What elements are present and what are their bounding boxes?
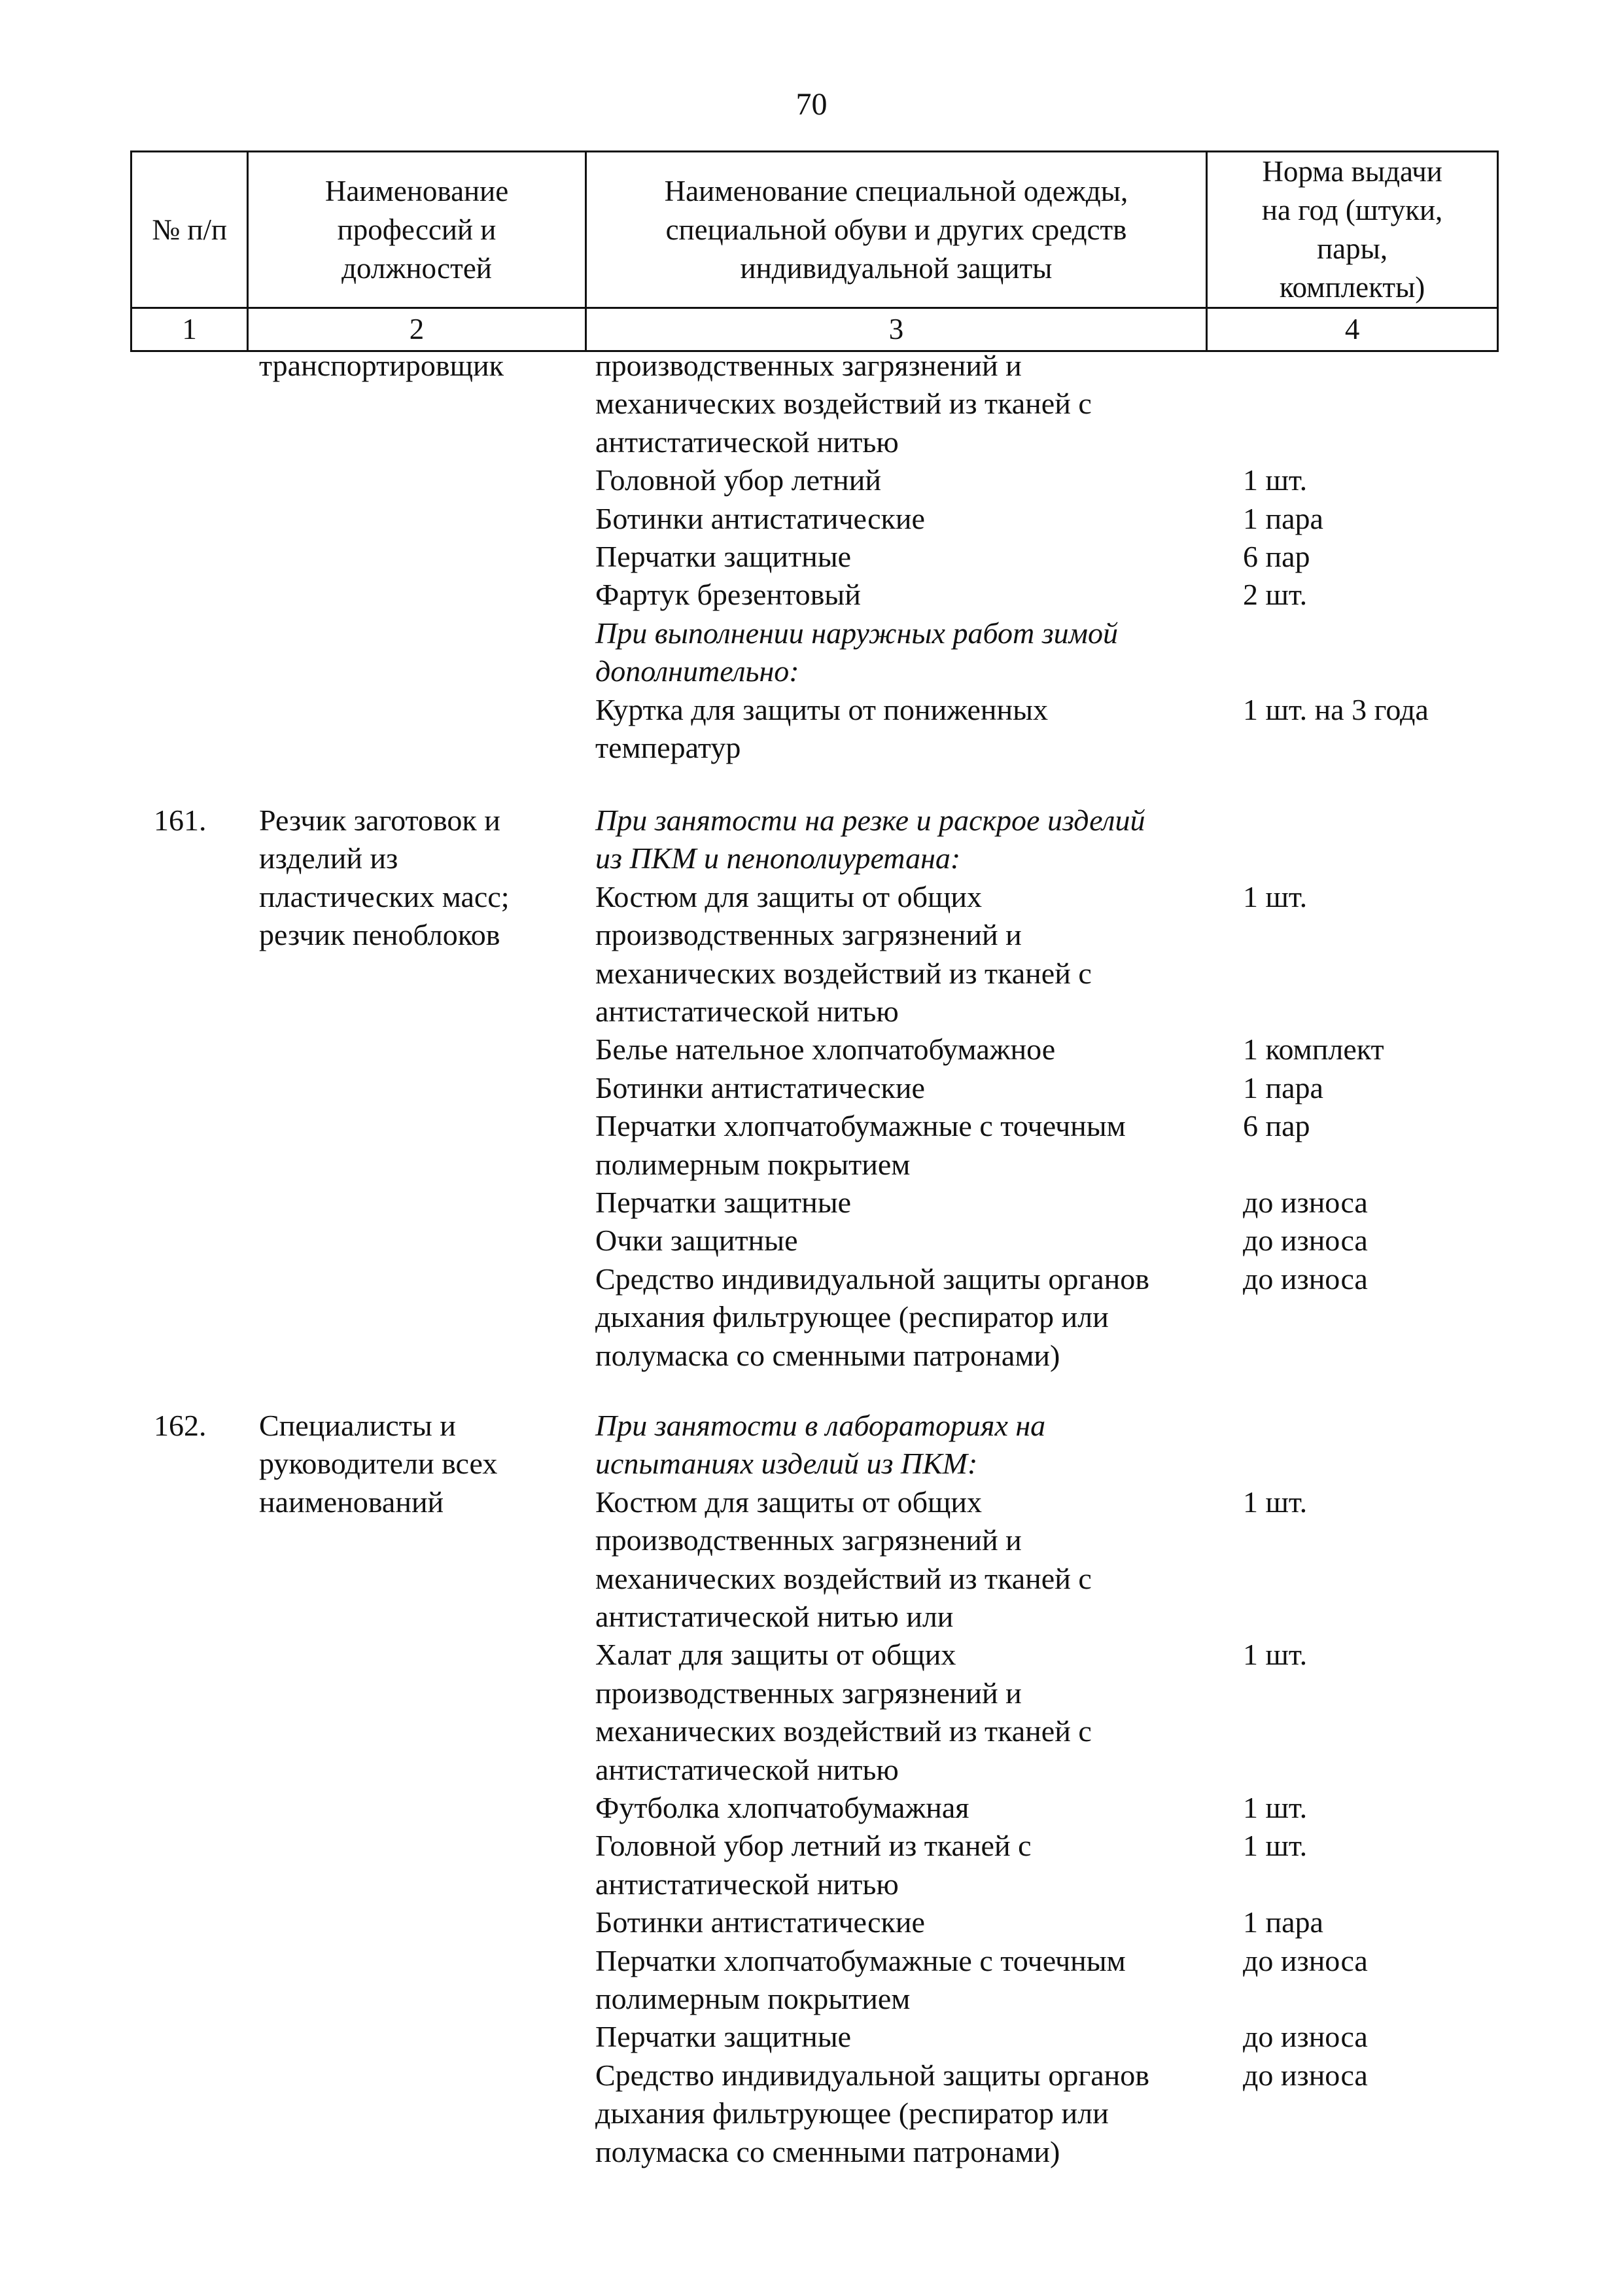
norm-value: до износа [1243, 2058, 1368, 2092]
item-line: механических воздействий из тканей с [595, 1561, 1092, 1595]
item-line: полимерным покрытием [595, 1147, 911, 1181]
item-line: механических воздействий из тканей с [595, 1714, 1092, 1748]
item-line: При занятости в лабораториях на [595, 1409, 1046, 1442]
item-line: Перчатки хлопчатобумажные с точечным [595, 1109, 1126, 1143]
norm-value: 1 шт. [1243, 463, 1308, 497]
norm-value: до износа [1243, 1186, 1368, 1219]
item-line: из ПКМ и пенополиуретана: [595, 841, 961, 875]
item-line: Костюм для защиты от общих [595, 879, 983, 913]
item-line: При выполнении наружных работ зимой [595, 616, 1119, 650]
item-line: Средство индивидуальной защиты органов [595, 2058, 1149, 2092]
header-line: Наименование специальной одежды, [664, 174, 1128, 207]
item-line: дыхания фильтрующее (респиратор или [595, 2096, 1109, 2130]
item-line: Перчатки защитные [595, 2020, 852, 2054]
item-line: производственных загрязнений и [595, 1676, 1022, 1710]
item-line: При занятости на резке и раскрое изделий [595, 804, 1145, 837]
header-line: специальной обуви и других средств [665, 213, 1127, 246]
item-line: испытаниях изделий из ПКМ: [595, 1447, 978, 1481]
item-line: Перчатки защитные [595, 1186, 852, 1219]
row-number: 162. [154, 1409, 207, 1442]
item-line: Белье нательное хлопчатобумажное [595, 1033, 1056, 1067]
item-line: производственных загрязнений и [595, 349, 1022, 382]
header-line: индивидуальной защиты [740, 251, 1053, 285]
norm-value: до износа [1243, 2020, 1368, 2054]
norm-value: 1 пара [1243, 501, 1323, 535]
header-num: 2 [248, 308, 585, 351]
profession-line: Резчик заготовок и [259, 804, 500, 837]
item-line: Куртка для защиты от пониженных [595, 692, 1049, 726]
item-line: Перчатки хлопчатобумажные с точечным [595, 1943, 1126, 1977]
item-line: Фартук брезентовый [595, 578, 861, 612]
item-line: Халат для защиты от общих [595, 1638, 956, 1672]
item-line: Головной убор летний из тканей с [595, 1829, 1032, 1863]
header-num: 4 [1207, 308, 1498, 351]
item-line: полимерным покрытием [595, 1982, 911, 2015]
item-line: антистатической нитью или [595, 1600, 954, 1633]
item-line: Перчатки защитные [595, 540, 852, 573]
header-line: на год (штуки, [1261, 194, 1443, 226]
norm-value: 1 шт. [1243, 1829, 1308, 1863]
item-line: антистатической нитью [595, 1867, 899, 1901]
header-line: комплекты) [1279, 271, 1425, 304]
row-number: 161. [154, 804, 207, 837]
item-line: Ботинки антистатические [595, 1070, 925, 1104]
item-line: механических воздействий из тканей с [595, 387, 1092, 421]
profession-line: Специалисты и [259, 1409, 456, 1442]
item-line: Ботинки антистатические [595, 1905, 925, 1939]
norm-value: 1 шт. на 3 года [1243, 692, 1429, 726]
item-line: полумаска со сменными патронами) [595, 1338, 1060, 1372]
item-line: Костюм для защиты от общих [595, 1485, 983, 1519]
profession-line: руководители всех [259, 1447, 498, 1481]
norm-value: 1 шт. [1243, 879, 1308, 913]
profession-line: наименований [259, 1485, 444, 1519]
item-line: Очки защитные [595, 1224, 798, 1258]
item-line: дополнительно: [595, 654, 799, 688]
header-line: Норма выдачи [1262, 155, 1442, 188]
page-number: 70 [795, 87, 828, 122]
norm-value: 6 пар [1243, 540, 1310, 573]
norm-value: 1 пара [1243, 1070, 1323, 1104]
item-line: механических воздействий из тканей с [595, 956, 1092, 990]
header-col-number: № п/п [131, 152, 248, 308]
profession-line: изделий из [259, 841, 398, 875]
item-line: Средство индивидуальной защиты органов [595, 1262, 1149, 1296]
norm-value: до износа [1243, 1943, 1368, 1977]
header-num: 1 [131, 308, 248, 351]
norm-value: 1 шт. [1243, 1638, 1308, 1672]
item-line: производственных загрязнений и [595, 1523, 1022, 1557]
item-line: дыхания фильтрующее (респиратор или [595, 1300, 1109, 1334]
item-line: Ботинки антистатические [595, 501, 925, 535]
norm-value: 1 пара [1243, 1905, 1323, 1939]
header-line: Наименование [324, 174, 509, 207]
profession-line: пластических масс; [259, 879, 510, 913]
norm-value: 1 комплект [1243, 1033, 1384, 1067]
norm-value: 1 шт. [1243, 1791, 1308, 1824]
norm-value: 2 шт. [1243, 578, 1308, 612]
item-line: Футболка хлопчатобумажная [595, 1791, 969, 1824]
header-num: 3 [585, 308, 1207, 351]
header-line: должностей [341, 251, 492, 285]
item-line: Головной убор летний [595, 463, 881, 497]
item-line: полумаска со сменными патронами) [595, 2134, 1060, 2168]
norm-value: 1 шт. [1243, 1485, 1308, 1519]
norm-value: до износа [1243, 1262, 1368, 1296]
profession-line: резчик пеноблоков [259, 918, 500, 952]
header-line: пары, [1317, 232, 1388, 265]
item-line: температур [595, 731, 741, 764]
item-line: антистатической нитью [595, 1752, 899, 1786]
norm-value: 6 пар [1243, 1109, 1310, 1143]
norm-value: до износа [1243, 1224, 1368, 1258]
item-line: антистатической нитью [595, 425, 899, 459]
profession-line: транспортировщик [259, 349, 504, 382]
item-line: производственных загрязнений и [595, 918, 1022, 952]
item-line: антистатической нитью [595, 995, 899, 1028]
header-line: профессий и [337, 213, 497, 246]
